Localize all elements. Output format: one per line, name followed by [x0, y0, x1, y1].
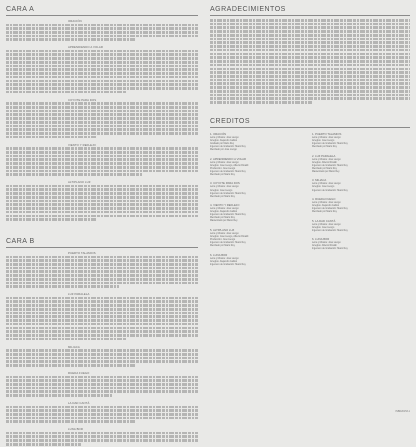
song-lyrics	[6, 50, 198, 95]
text-line	[210, 45, 410, 48]
credit-line: Arreglos: Alberto Rinaldi	[312, 245, 337, 248]
credit-line: Arreglos: José Liengo, Alberto Rinaldi	[210, 235, 249, 238]
text-line	[6, 24, 198, 27]
text-line	[6, 263, 198, 266]
text-line	[6, 35, 198, 38]
text-line	[6, 128, 198, 131]
song-title: LA DAD CANTÁ	[68, 401, 90, 405]
text-line	[210, 101, 312, 104]
credit-line: Mezclado por Mario Rey	[210, 195, 235, 198]
credits-left-column	[210, 132, 306, 271]
text-line	[6, 76, 198, 79]
side-a-heading: CARA A	[6, 6, 35, 13]
credit-group	[312, 154, 408, 174]
text-line	[210, 68, 410, 71]
credit-line: Masterizado por Mario Rey	[210, 220, 238, 223]
text-line	[6, 319, 198, 322]
text-line	[6, 211, 198, 214]
text-line	[6, 207, 198, 210]
catalog-number: INBD20153-1	[395, 410, 410, 413]
text-line	[6, 155, 198, 158]
song-title: PUERTO TALAMIOS	[68, 251, 96, 255]
creditos-rule	[210, 127, 410, 128]
text-line	[210, 23, 410, 26]
text-line	[6, 406, 198, 409]
text-line	[210, 34, 410, 37]
text-line	[6, 312, 198, 315]
text-line	[6, 334, 198, 337]
text-line	[210, 49, 410, 52]
song-lyrics	[6, 406, 198, 425]
text-line	[210, 90, 410, 93]
text-line	[6, 420, 135, 423]
text-line	[6, 443, 81, 446]
credit-line: Arreglos: Alejandro Guillén	[210, 260, 238, 263]
text-line	[210, 64, 410, 67]
text-line	[210, 26, 410, 29]
credit-group	[210, 228, 306, 248]
text-line	[6, 162, 198, 165]
text-line	[210, 79, 410, 82]
text-line	[6, 300, 198, 303]
credit-group	[210, 181, 306, 198]
text-line	[6, 173, 142, 176]
credit-line: Masterizado por Mario Rey	[312, 170, 340, 173]
text-line	[6, 31, 198, 34]
song-title: MILIACA	[68, 344, 80, 349]
credit-line: Mezclado por Mario Rey	[210, 245, 235, 248]
credit-line: Grabado por Mario Rey	[210, 143, 235, 146]
text-line	[6, 57, 198, 60]
credit-line: Ingeniero de Grabación: Mario Rey	[210, 263, 246, 266]
credit-line: Ingeniero de Grabación: Mario Rey	[210, 192, 246, 195]
credit-line: Ingeniero de Grabación: Mario Rey	[210, 170, 246, 173]
text-line	[6, 87, 198, 90]
credit-song-title: 5. ALTIPLANO LUZ	[210, 227, 235, 232]
credit-line: Mezclado por Mario Rey	[210, 173, 235, 176]
text-line	[6, 61, 198, 64]
text-line	[210, 41, 410, 44]
credit-line: Arreglos: Alejandro Guillén	[210, 211, 238, 214]
credit-group	[312, 219, 408, 233]
credit-line: Letra y Música: José Liengo	[312, 183, 341, 186]
text-line	[210, 30, 410, 33]
credit-line: Arreglos: José Liengo	[312, 140, 335, 143]
credit-song-title: 1. ORACIÓN	[210, 132, 227, 136]
text-line	[6, 338, 127, 341]
text-line	[6, 196, 198, 199]
text-line	[210, 71, 410, 74]
credit-line: Mezclado por Mario Rey	[312, 146, 337, 149]
song-lyrics	[6, 147, 198, 177]
credit-song-title: 2. APRENDIENDO A VOLAR	[210, 156, 247, 161]
text-line	[210, 19, 410, 22]
text-line	[6, 439, 198, 442]
credit-line: Letra y Música: José Liengo	[210, 186, 239, 189]
text-line	[6, 106, 198, 109]
text-line	[6, 38, 135, 41]
credit-group	[312, 132, 408, 149]
credit-song-title: 3. COYOTE PARA DOS	[210, 181, 240, 186]
text-line	[6, 80, 198, 83]
text-line	[210, 75, 410, 78]
credit-line: Arreglos: José Liengo	[312, 186, 335, 189]
credit-group	[312, 197, 408, 214]
credit-line: Letra y Música: José Liengo	[210, 232, 239, 235]
credit-line: Ingeniero de Grabación: Mario Rey	[210, 146, 246, 149]
credit-line: Producción: José Liengo	[210, 238, 236, 241]
text-line	[6, 376, 198, 379]
song-title: VIENTO Y REFLEJO	[68, 142, 96, 147]
text-line	[6, 282, 198, 285]
text-line	[6, 315, 198, 318]
credit-song-title: 5. LA DAD CANTÁ	[312, 218, 336, 223]
text-line	[6, 432, 198, 435]
text-line	[6, 353, 198, 356]
song-title: LUNA BOR	[68, 427, 83, 432]
credit-line: Arreglos: Alejandro Guillén	[312, 205, 340, 208]
credit-line: Letra y Música: José Liengo	[312, 202, 341, 205]
text-line	[6, 297, 198, 300]
credit-line: Ingeniero de Grabación: Mario Rey	[210, 214, 246, 217]
text-line	[6, 259, 198, 262]
text-line	[6, 409, 198, 412]
song-lyrics	[6, 297, 198, 342]
text-line	[6, 185, 198, 188]
text-line	[6, 274, 198, 277]
text-line	[6, 132, 198, 135]
text-line	[6, 327, 198, 330]
text-line	[6, 170, 198, 173]
text-line	[6, 215, 198, 218]
text-line	[210, 60, 410, 63]
song-lyrics	[6, 349, 198, 368]
song-lyrics	[6, 24, 198, 43]
text-line	[6, 65, 198, 68]
credits-right-column	[312, 132, 408, 256]
text-line	[6, 435, 198, 438]
text-line	[6, 360, 198, 363]
text-line	[6, 256, 198, 259]
text-line	[6, 394, 112, 397]
text-line	[6, 72, 198, 75]
credit-line: Producción: José Liengo	[210, 167, 236, 170]
text-line	[6, 383, 198, 386]
side-b-rule	[6, 247, 198, 248]
song-lyrics	[6, 185, 198, 222]
credit-group	[312, 178, 408, 192]
credit-group	[210, 253, 306, 267]
credit-song-title: 4. RUEDA FUEGO	[312, 197, 336, 202]
text-line	[210, 94, 410, 97]
credit-line: Arreglos: Alberto Rinaldi	[312, 161, 337, 164]
text-line	[6, 27, 198, 30]
song-lyrics	[6, 256, 198, 290]
text-line	[6, 151, 198, 154]
credit-line: Ingeniero de Grabación: Mario Rey	[312, 189, 348, 192]
text-line	[6, 364, 135, 367]
credit-line: Letra y Música: José Liengo	[210, 137, 239, 139]
text-line	[6, 147, 198, 150]
text-line	[6, 203, 198, 206]
text-line	[210, 82, 410, 85]
text-line	[210, 97, 410, 100]
text-line	[6, 200, 198, 203]
song-lyrics	[6, 432, 198, 447]
text-line	[6, 117, 198, 120]
credit-line: Letra y Música: José Liengo	[312, 158, 341, 161]
text-line	[6, 267, 198, 270]
credit-group	[210, 203, 306, 223]
credit-line: Letra y Música: José Liengo	[312, 242, 341, 245]
text-line	[6, 188, 198, 191]
credit-line: Ingeniero de Grabación: Mario Rey	[312, 143, 348, 146]
credit-line: Mezclado por José Liengo	[210, 149, 237, 152]
credit-song-title: 6. LUNA BOR	[210, 252, 228, 257]
text-line	[6, 278, 198, 281]
credit-song-title: 1. PUERTO TALAMIOS	[312, 132, 342, 136]
text-line	[6, 83, 198, 86]
text-line	[6, 330, 198, 333]
credit-group	[210, 132, 306, 152]
text-line	[210, 56, 410, 59]
credit-line: Letra y Música: José Liengo	[210, 208, 239, 211]
credit-line: Ingeniero de Grabación: Mario Rey	[312, 208, 348, 211]
song-lyrics	[6, 376, 198, 398]
text-line	[6, 91, 127, 94]
text-line	[210, 53, 410, 56]
text-line	[6, 417, 198, 420]
song-title: LUZ PARALELA	[68, 292, 90, 297]
song-title: RUEDA FUEGO	[68, 371, 90, 375]
side-a-rule	[6, 15, 198, 16]
text-line	[6, 121, 198, 124]
song-lyrics	[6, 102, 198, 139]
agradecimientos-text	[210, 19, 410, 105]
credit-line: Mezclado por Mario Rey	[312, 211, 337, 214]
credit-song-title: 4. VIENTO Y REFLEJO	[210, 203, 240, 208]
text-line	[6, 158, 198, 161]
text-line	[6, 285, 119, 288]
text-line	[6, 218, 96, 221]
credit-line: Letra y Música: José Liengo	[312, 223, 341, 226]
text-line	[6, 304, 198, 307]
credit-line: Letra y Música: José Liengo	[210, 161, 239, 164]
credit-line: Ingeniero de Grabación: Mario Rey	[312, 248, 348, 251]
credit-line: Arreglos: José Liengo	[312, 226, 335, 229]
text-line	[6, 387, 198, 390]
credit-group	[210, 157, 306, 177]
text-line	[6, 308, 198, 311]
creditos-heading: CREDITOS	[210, 118, 251, 125]
text-line	[6, 50, 198, 53]
text-line	[6, 379, 198, 382]
song-title: APRENDIENDO A VOLAR	[68, 45, 104, 50]
text-line	[6, 192, 198, 195]
text-line	[6, 349, 198, 352]
text-line	[6, 270, 198, 273]
text-line	[210, 38, 410, 41]
song-title: ORACIÓN	[68, 19, 82, 23]
text-line	[6, 390, 198, 393]
credit-line: Arreglos: José Liengo	[210, 189, 233, 192]
side-b-heading: CARA B	[6, 238, 35, 245]
text-line	[6, 102, 198, 105]
agradecimientos-rule	[210, 15, 410, 16]
credit-line: Letra y Música: José Liengo	[210, 257, 239, 260]
credit-line: Ingeniero de Grabación: Mario Rey	[312, 229, 348, 232]
song-title: ALTIPLANO LUZ	[68, 180, 91, 185]
text-line	[6, 357, 198, 360]
song-title: COYOTE PARA DOS	[68, 97, 97, 102]
text-line	[6, 125, 198, 128]
credit-song-title: 6. LUNA BOR	[312, 237, 330, 242]
credit-line: Ingeniero de Grabación: Mario Rey	[312, 164, 348, 167]
credit-song-title: 2. LUZ PARALELA	[312, 153, 336, 158]
agradecimientos-heading: AGRADECIMIENTOS	[210, 6, 286, 13]
text-line	[6, 110, 198, 113]
text-line	[6, 113, 198, 116]
text-line	[6, 413, 198, 416]
text-line	[6, 166, 198, 169]
credit-line: Mezclado por Mario Rey	[312, 167, 337, 170]
credit-line: Letra y Música: José Liengo	[312, 137, 341, 139]
credit-line: Ingeniero de Grabación: Mario Rey	[210, 242, 246, 245]
credit-group	[312, 237, 408, 251]
credit-line: Arreglos: Alejandro Guillén	[210, 140, 238, 143]
text-line	[6, 323, 198, 326]
credit-line: Arreglos: José Liengo, Alberto Rinaldi	[210, 164, 249, 167]
text-line	[6, 68, 198, 71]
text-line	[210, 86, 410, 89]
text-line	[6, 53, 198, 56]
text-line	[6, 136, 96, 139]
credit-line: Mezclado por Mario Rey	[210, 217, 235, 220]
credit-song-title: 3. MILIACA	[312, 178, 327, 183]
